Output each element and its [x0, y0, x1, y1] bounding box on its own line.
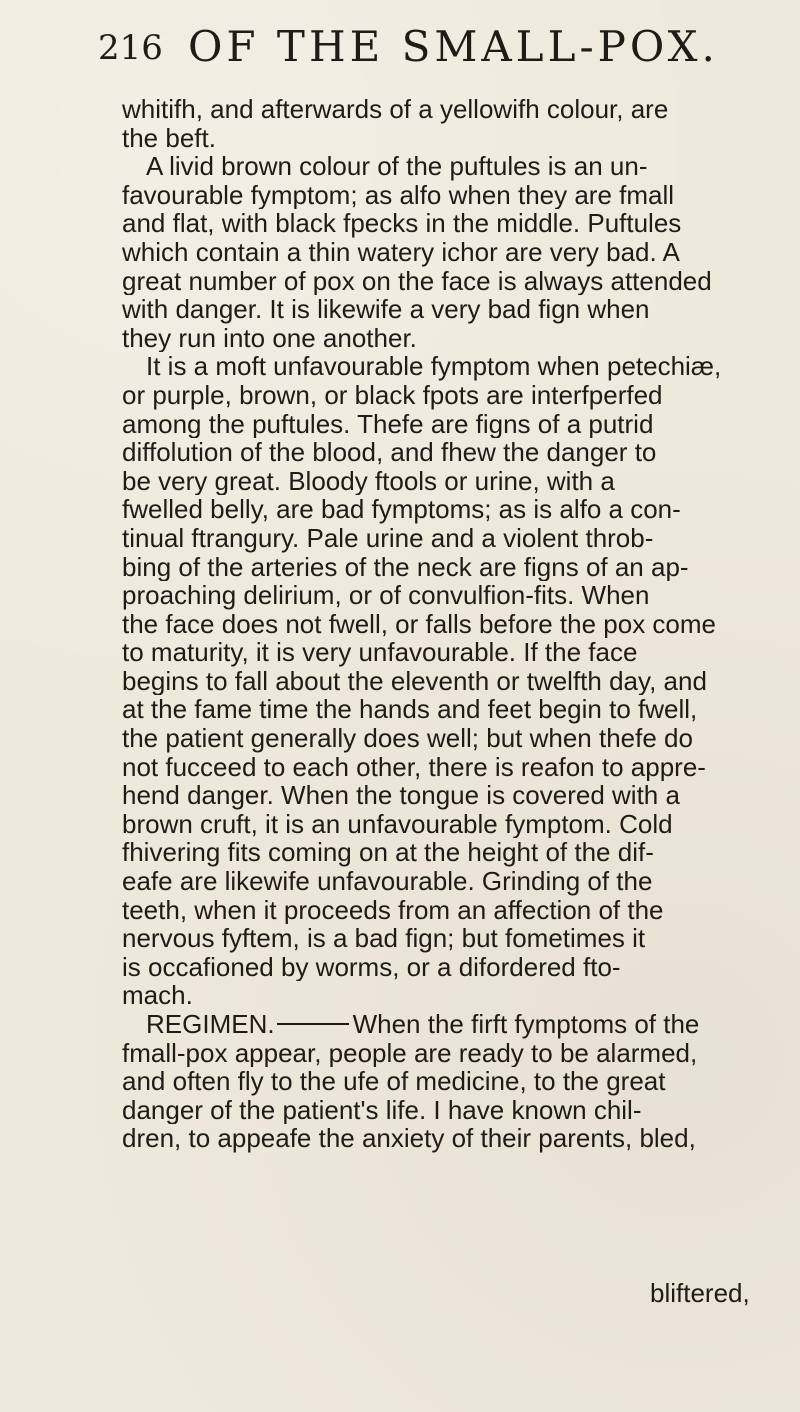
text-line: diffolution of the blood, and fhew the danger to — [122, 438, 657, 467]
text-line: fwelled belly, are bad fymptoms; as is alfo a con- — [122, 495, 681, 524]
text-line: whitifh, and afterwards of a yellowifh colour, are — [122, 95, 669, 124]
text-line: the face does not fwell, or falls before the pox come — [122, 609, 717, 639]
text-line: they run into one another. — [122, 323, 417, 353]
text-line: hend danger. When the tongue is covered with a — [122, 781, 680, 810]
text-line: bing of the arteries of the neck are figns of an ap- — [122, 552, 689, 582]
text-line: which contain a thin watery ichor are very bad. A — [122, 237, 680, 267]
text-line-continuation: When the firft fymptoms of the — [352, 1010, 700, 1039]
text-line: brown cruft, it is an unfavourable fymptom. Cold — [122, 809, 673, 839]
text-line: among the puftules. Thefe are figns of a putrid — [122, 409, 654, 439]
text-line: fmall-pox appear, people are ready to be alarmed, — [122, 1038, 698, 1068]
text-line: nervous fyftem, is a bad fign; but fometimes it — [122, 924, 646, 953]
text-line: the beft. — [122, 123, 216, 153]
em-dash-rule — [277, 1023, 349, 1025]
text-line: dren, to appeafe the anxiety of their parents, bled, — [122, 1124, 696, 1153]
page-header — [98, 22, 778, 78]
catchword: bliftered, — [650, 1278, 750, 1308]
text-line: proaching delirium, or of convulfion-fits. When — [122, 581, 650, 610]
text-line-regimen — [122, 1010, 774, 1039]
text-line: A livid brown colour of the puftules is an un- — [146, 152, 648, 181]
text-line: fhivering fits coming on at the height of the dif- — [122, 838, 654, 868]
text-line: begins to fall about the eleventh or twelfth day, and — [122, 666, 707, 696]
text-line: mach. — [122, 981, 193, 1010]
page-number: 216 — [98, 28, 163, 68]
text-line: is occafioned by worms, or a difordered fto- — [122, 952, 621, 982]
text-line: be very great. Bloody ftools or urine, with a — [122, 466, 615, 496]
text-line: great number of pox on the face is always attended — [122, 266, 712, 296]
text-line: with danger. It is likewife a very bad fign when — [122, 295, 650, 324]
text-line: and often fly to the ufe of medicine, to the great — [122, 1067, 666, 1096]
text-line: eafe are likewife unfavourable. Grinding of the — [122, 867, 653, 896]
text-line: and flat, with black fpecks in the middle. Puftules — [122, 209, 682, 238]
text-line: favourable fymptom; as alfo when they are fmall — [122, 180, 675, 210]
text-line: at the fame time the hands and feet begin to fwell, — [122, 695, 698, 725]
text-line: danger of the patient's life. I have known chil- — [122, 1095, 642, 1125]
running-head: OF THE SMALL-POX. — [188, 22, 719, 71]
text-line: not fucceed to each other, there is reafon to appre- — [122, 752, 706, 782]
text-line: tinual ftrangury. Pale urine and a violent throb- — [122, 523, 654, 553]
text-line: to maturity, it is very unfavourable. If the face — [122, 638, 638, 667]
text-line: the patient generally does well; but when thefe do — [122, 724, 693, 753]
text-line: It is a moft unfavourable fymptom when petechiæ, — [146, 352, 722, 381]
text-line: teeth, when it proceeds from an affection of the — [122, 895, 664, 925]
body-text — [122, 95, 774, 1153]
text-line: or purple, brown, or black fpots are interfperfed — [122, 380, 663, 410]
section-heading: REGIMEN. — [146, 1010, 275, 1039]
